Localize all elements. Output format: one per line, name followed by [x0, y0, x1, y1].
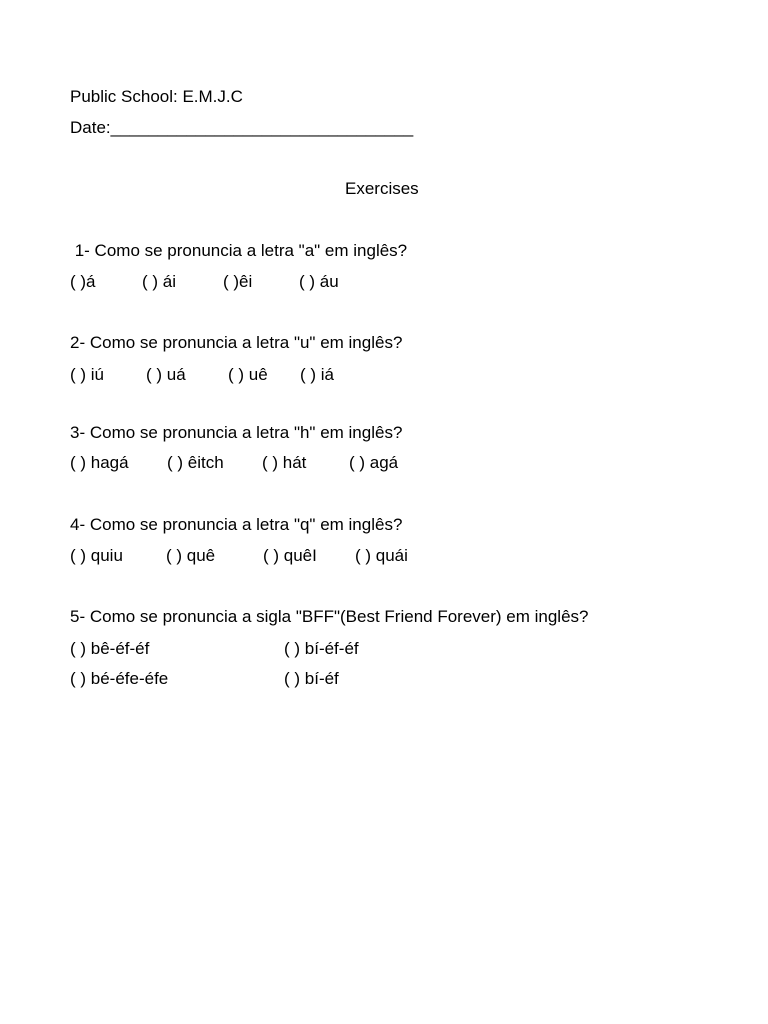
q5-option-a: ( ) bê-éf-éf	[70, 639, 150, 658]
page-title: Exercises	[345, 179, 419, 198]
question-3: 3- Como se pronuncia a letra "h" em inglês?	[70, 423, 403, 442]
q5-option-b: ( ) bí-éf-éf	[284, 639, 359, 658]
q4-option-d: ( ) quái	[355, 546, 408, 565]
q1-option-b: ( ) ái	[142, 272, 176, 291]
date-line: Date:________________________________	[70, 118, 414, 137]
q5-option-c: ( ) bé-éfe-éfe	[70, 669, 169, 688]
q4-option-a: ( ) quiu	[70, 546, 123, 565]
school-name: Public School: E.M.J.C	[70, 87, 243, 106]
question-5: 5- Como se pronuncia a sigla "BFF"(Best Friend Forever) em inglês?	[70, 607, 589, 626]
q1-option-d: ( ) áu	[299, 272, 339, 291]
q2-option-a: ( ) iú	[70, 365, 104, 384]
q1-option-a: ( )á	[70, 272, 96, 291]
q3-option-b: ( ) êitch	[167, 453, 224, 472]
question-2: 2- Como se pronuncia a letra "u" em inglês?	[70, 333, 403, 352]
q4-option-c: ( ) quêI	[263, 546, 317, 565]
q2-option-d: ( ) iá	[300, 365, 334, 384]
q2-option-b: ( ) uá	[146, 365, 186, 384]
q3-option-d: ( ) agá	[349, 453, 399, 472]
q4-option-b: ( ) quê	[166, 546, 216, 565]
q2-option-c: ( ) uê	[228, 365, 268, 384]
question-4: 4- Como se pronuncia a letra "q" em inglês?	[70, 515, 403, 534]
q3-option-c: ( ) hát	[262, 453, 307, 472]
question-1: 1- Como se pronuncia a letra "a" em inglês?	[70, 241, 408, 260]
q5-option-d: ( ) bí-éf	[284, 669, 339, 688]
q1-option-c: ( )êi	[223, 272, 253, 291]
q3-option-a: ( ) hagá	[70, 453, 129, 472]
